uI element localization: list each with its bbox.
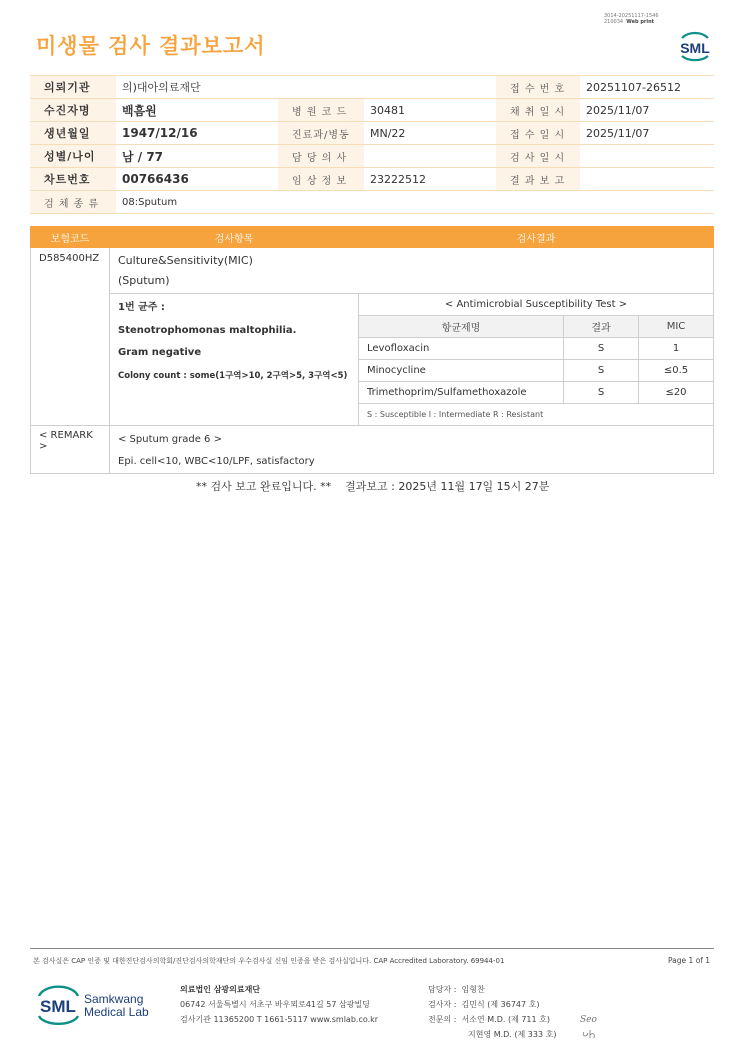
ast-mic: 1 [639, 338, 714, 360]
receipt-date-value: 2025/11/07 [580, 122, 714, 145]
hospital-code-value: 30481 [364, 99, 496, 122]
dept-label: 진료과/병동 [278, 122, 364, 145]
certification-note: 본 검사실은 CAP 인증 및 대한진단검사의학회/진단검사의학재단의 우수검사실 신임 인증을 받은 검사실입니다. CAP Accredited Laboratory. 69944-01 [33, 957, 505, 965]
print-time: 210034 [604, 19, 624, 25]
sml-logo-text: SML [680, 40, 710, 56]
ast-drug: Levofloxacin [359, 338, 564, 360]
colony-count: Colony count : some(1구역>10, 2구역>5, 3구역<5) [118, 370, 348, 381]
patient-name-label: 수진자명 [30, 99, 116, 122]
ast-table [359, 294, 713, 425]
organism-heading: 1번 균주 : [118, 302, 165, 313]
tester-label: 검사자 : [428, 1000, 457, 1009]
corp-name: 의료법인 삼광의료재단 [180, 985, 261, 994]
col-insurance-code: 보험코드 [31, 227, 110, 248]
manager-label: 담당자 : [428, 985, 457, 994]
result-table [30, 226, 714, 474]
ast-header-result: 결과 [564, 316, 639, 338]
corp-address: 06742 서울특별시 서초구 바우뫼로41길 57 삼광빌딩 [180, 1000, 370, 1009]
ast-result: S [564, 382, 639, 404]
clinical-info-label: 임 상 정 보 [278, 168, 364, 191]
receipt-no-label: 접 수 번 호 [496, 76, 580, 99]
logo-line2: Medical Lab [84, 1005, 149, 1019]
ast-title: < Antimicrobial Susceptibility Test > [359, 294, 713, 316]
corp-contact: 검사기관 11365200 T 1661-5117 www.smlab.co.kr [180, 1015, 379, 1024]
test-date-label: 검 사 일 시 [496, 145, 580, 168]
ast-mic: ≤0.5 [639, 360, 714, 382]
organism-cell [110, 294, 359, 426]
report-label: 결 과 보 고 [496, 168, 580, 191]
specimen-value: 08:Sputum [116, 191, 714, 214]
ast-result: S [564, 360, 639, 382]
patient-name-value: 백흠원 [116, 99, 278, 122]
test-item-specimen: (Sputum) [118, 274, 170, 287]
report-value [580, 168, 714, 191]
specimen-label: 검 체 종 류 [30, 191, 116, 214]
logo-sml-text: SML [40, 997, 76, 1016]
chart-no-label: 차트번호 [30, 168, 116, 191]
ast-drug: Minocycline [359, 360, 564, 382]
report-time: 결과보고 : 2025년 11월 17일 15시 27분 [345, 480, 550, 493]
completion-line [196, 478, 549, 494]
gram-stain: Gram negative [118, 347, 202, 358]
ast-row [359, 338, 713, 360]
hospital-code-label: 병 원 코 드 [278, 99, 364, 122]
receipt-date-label: 접 수 일 시 [496, 122, 580, 145]
remark-grade: < Sputum grade 6 > [118, 434, 222, 445]
print-mode: Web print [626, 19, 655, 25]
specialist-name-1: 서소연 M.D. (제 711 호) [461, 1015, 551, 1024]
signature-icon [578, 1010, 610, 1040]
remark-label: < REMARK > [31, 426, 110, 474]
report-title: 미생물 검사 결과보고서 [36, 34, 266, 58]
col-test-item: 검사항목 [110, 227, 359, 248]
completion-message: ** 검사 보고 완료입니다. ** [196, 480, 332, 493]
samkwang-logo-icon [36, 982, 152, 1026]
insurance-code: D585400HZ [31, 248, 110, 426]
ast-cell [359, 294, 714, 426]
ast-mic: ≤20 [639, 382, 714, 404]
doctor-value [364, 145, 496, 168]
sex-age-label: 성별/나이 [30, 145, 116, 168]
ast-result: S [564, 338, 639, 360]
ast-drug: Trimethoprim/Sulfamethoxazole [359, 382, 564, 404]
signature-text: Seo [580, 1015, 597, 1025]
birth-label: 생년월일 [30, 122, 116, 145]
ast-header-drug: 항균제명 [359, 316, 564, 338]
specialist-name-2: 지현영 M.D. (제 333 호) [468, 1030, 557, 1039]
request-org-label: 의뢰기관 [30, 76, 116, 99]
print-code: 3014-20251117-1546 [604, 13, 659, 19]
request-org-value: 의)대아의료재단 [116, 76, 496, 99]
test-item-name: Culture&Sensitivity(MIC) [118, 254, 253, 267]
organism-name: Stenotrophomonas maltophilia. [118, 324, 297, 336]
corp-info [180, 982, 378, 1027]
ast-row [359, 360, 713, 382]
birth-value: 1947/12/16 [116, 122, 278, 145]
print-info [604, 13, 674, 25]
remark-cell [110, 426, 714, 474]
ast-row [359, 382, 713, 404]
sml-logo-icon [676, 26, 714, 64]
clinical-info-value: 23222512 [364, 168, 496, 191]
logo-line1: Samkwang [84, 992, 144, 1006]
doctor-label: 담 당 의 사 [278, 145, 364, 168]
ast-header-mic: MIC [639, 316, 714, 338]
manager-name: 임형찬 [461, 985, 485, 994]
test-item-cell [110, 248, 714, 294]
sex-age-value: 남 / 77 [116, 145, 278, 168]
collect-date-label: 채 취 일 시 [496, 99, 580, 122]
collect-date-value: 2025/11/07 [580, 99, 714, 122]
page-number: Page 1 of 1 [668, 956, 711, 965]
col-test-result: 검사결과 [359, 227, 714, 248]
receipt-no-value: 20251107-26512 [580, 76, 714, 99]
tester-name: 김민식 (제 36747 호) [461, 1000, 540, 1009]
footer-divider [30, 948, 714, 949]
patient-info-table [30, 75, 714, 214]
dept-value: MN/22 [364, 122, 496, 145]
staff-info [428, 982, 556, 1042]
chart-no-value: 00766436 [116, 168, 278, 191]
remark-detail: Epi. cell<10, WBC<10/LPF, satisfactory [118, 456, 315, 467]
specialist-label: 전문의 : [428, 1015, 457, 1024]
ast-legend: S : Susceptible I : Intermediate R : Resistant [359, 404, 713, 426]
test-date-value [580, 145, 714, 168]
